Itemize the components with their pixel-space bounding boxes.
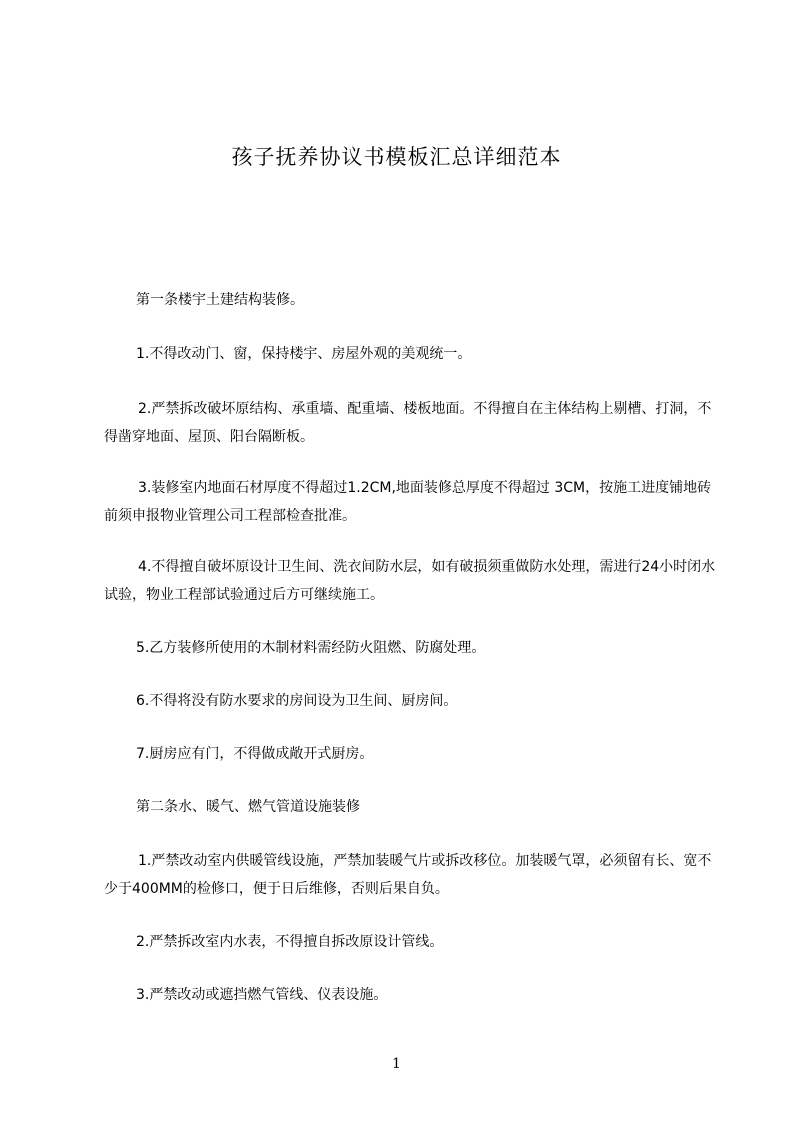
section-heading-1: 第一条楼宇土建结构装修。 [136,292,304,308]
paragraph-item-2-2: 2.严禁拆改室内水表，不得擅自拆改原设计管线。 [136,934,444,950]
section-heading-2: 第二条水、暖气、燃气管道设施装修 [136,799,360,815]
paragraph-item-1-1: 1.不得改动门、窗，保持楼宇、房屋外观的美观统一。 [136,346,472,362]
paragraph-item-1-7: 7.厨房应有门，不得做成敞开式厨房。 [136,746,374,762]
paragraph-item-1-4: 4.不得擅自破坏原设计卫生间、洗衣间防水层，如有破损须重做防水处理，需进行24小时闭水试验，物业工程部试验通过后方可继续施工。 [104,559,716,603]
paragraph-item-1-6: 6.不得将没有防水要求的房间设为卫生间、厨房间。 [136,693,458,709]
paragraph-item-2-1: 1.严禁改动室内供暖管线设施，严禁加装暖气片或拆改移位。加装暖气罩，必须留有长、宽不少于400MM的检修口，便于日后维修，否则后果自负。 [104,853,712,897]
paragraph-item-1-5: 5.乙方装修所使用的木制材料需经防火阻燃、防腐处理。 [136,640,486,656]
page-number: 1 [392,1056,401,1072]
paragraph-item-1-2: 2.严禁拆改破坏原结构、承重墙、配重墙、楼板地面。不得擅自在主体结构上剔槽、打洞，不得凿穿地面、屋顶、阳台隔断板。 [104,401,712,445]
document-title: 孩子抚养协议书模板汇总详细范本 [231,145,562,169]
paragraph-item-1-3: 3.装修室内地面石材厚度不得超过1.2CM,地面装修总厚度不得超过 3CM，按施工进度铺地砖前须申报物业管理公司工程部检查批准。 [104,480,712,524]
paragraph-item-2-3: 3.严禁改动或遮挡燃气管线、仪表设施。 [136,987,388,1003]
